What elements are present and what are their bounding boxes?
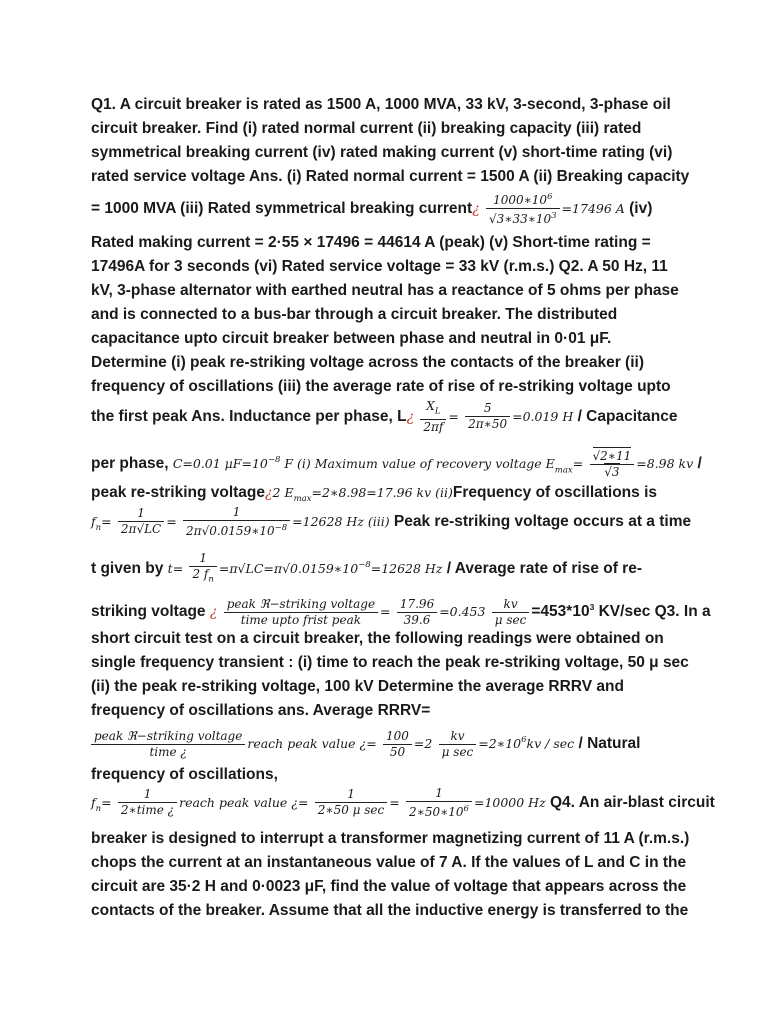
formula-fraction: $\frac{√2∗11}{√3}$ (590, 449, 635, 480)
text-line: capacitance upto circuit breaker between phase and neutral in 0·01 μF. (91, 330, 612, 347)
text-line: t given by t= $\frac{1}{2 f_n}$ $=\pi√LC=\pi√0.0159∗10^{-8}=12628$ Hz / Average rate of rise of re- (91, 545, 642, 589)
formula-fraction: $\frac{1}{2\pi√0.0159∗10^{-8}}$ (183, 505, 290, 539)
text-line: contacts of the breaker. Assume that all the inductive energy is transferred to the (91, 902, 689, 919)
text-line: $\frac{\text{peak ℜ−striking voltage}}{\text{time ¿}}$ reach peak value ¿= $\frac{100}{50}$ =2 $\frac{kv}{\text{μ sec}}$ $=2∗10^6kv / \sec$ / Natural (91, 720, 640, 764)
formula-fraction: $\frac{5}{2\pi∗50}$ (465, 401, 510, 432)
text-line: 17496A for 3 seconds (vi) Rated service voltage = 33 kV (r.m.s.) Q2. A 50 Hz, 11 (91, 258, 668, 275)
text-line: frequency of oscillations, (91, 766, 278, 783)
formula-fraction: $\frac{100}{50}$ (383, 729, 412, 760)
text-line: single frequency transient : (i) time to reach the peak re-striking voltage, 50 μ sec (91, 654, 689, 671)
text-line: striking voltage ¿ $\frac{\text{peak ℜ−striking voltage}}{\text{time upto frist peak}}$ = $\frac{17.96}{39.6}$ =0.453 $\frac{kv}{\text{μ sec}}$ $=453*10^3$ KV/sec Q3. In a (91, 596, 711, 627)
text-line: circuit are 35·2 H and 0·0023 μF, find the value of voltage that appears across the (91, 878, 687, 895)
text-line: Rated making current = 2·55 × 17496 = 44614 A (peak) (v) Short-time rating = (91, 234, 651, 251)
text-line: (ii) the peak re-striking voltage, 100 kV Determine the average RRRV and (91, 678, 624, 695)
formula-fraction: $\frac{1}{\text{2∗time ¿}}$ (118, 787, 177, 818)
text-line: frequency of oscillations (iii) the average rate of rise of re-striking voltage upto (91, 378, 671, 395)
answer-label: Ans. (248, 168, 283, 185)
formula-fraction: $\frac{1}{2\pi√LC}$ (118, 506, 164, 537)
answer-label: Ans. (191, 408, 225, 425)
text-line: = 1000 MVA (iii) Rated symmetrical breaking current¿ $\frac{1000∗10^6}{√3∗33∗10^3}$ =17496 A (iv) (91, 192, 653, 227)
formula-fraction: $\frac{1}{\text{2∗50 μ sec}}$ (315, 787, 387, 818)
formula-fraction: $\frac{kv}{\text{μ sec}}$ (492, 597, 530, 628)
text-line: circuit breaker. Find (i) rated normal current (ii) breaking capacity (iii) rated (91, 120, 642, 137)
text-line: short circuit test on a circuit breaker, the following readings were obtained on (91, 630, 664, 647)
formula-fraction: $\frac{1000∗10^6}{√3∗33∗10^3}$ (486, 190, 560, 227)
formula-fraction: $\frac{kv}{\text{μ sec}}$ (439, 729, 477, 760)
answer-label: ans (277, 702, 305, 719)
formula-fraction: $\frac{1}{2∗50∗10^6}$ (406, 786, 472, 820)
formula-fraction: $\frac{X_L}{2\pi f}$ (420, 399, 446, 435)
text-line: Q1. A circuit breaker is rated as 1500 A, 1000 MVA, 33 kV, 3-second, 3-phase oil (91, 96, 671, 113)
text-line: kV, 3-phase alternator with earthed neutral has a reactance of 5 ohms per phase (91, 282, 679, 299)
text-line: the first peak Ans. Inductance per phase, L¿ $\frac{X_L}{2\pi f}$ = $\frac{5}{2\pi∗50}$ =0.019 H / Capacitance (91, 398, 678, 435)
text-line: per phase, C=0.01 $\mu F=10^{-8}$ F (i) Maximum value of recovery voltage $E_{max}=$ $\frac{√2∗11}{√3}$ =8.98 kv / (91, 448, 702, 479)
text-line: $f_n=$ $\frac{1}{\text{2∗time ¿}}$ reach peak value ¿= $\frac{1}{\text{2∗50 μ sec}}$ = $\frac{1}{2∗50∗10^6}$ =10000 Hz Q4. An air-blast circuit (91, 785, 715, 819)
text-line: chops the current at an instantaneous value of 7 A. If the values of L and C in the (91, 854, 687, 871)
formula-fraction: $\frac{1}{2 f_n}$ (189, 551, 216, 587)
formula-fraction: $\frac{\text{peak ℜ−striking voltage}}{\text{time ¿}}$ (91, 729, 245, 760)
text-line: rated service voltage Ans. (i) Rated normal current = 1500 A (ii) Breaking capacity (91, 168, 690, 185)
text-line: and is connected to a bus-bar through a circuit breaker. The distributed (91, 306, 618, 323)
text-line: $f_n=$ $\frac{1}{2\pi√LC}$ = $\frac{1}{2\pi√0.0159∗10^{-8}}$ =12628 Hz (iii) Peak re-striking voltage occurs at a time (91, 504, 692, 538)
text-line: breaker is designed to interrupt a transformer magnetizing current of 11 A (r.m.s.) (91, 830, 690, 847)
formula-fraction: $\frac{\text{peak ℜ−striking voltage}}{\text{time upto frist peak}}$ (224, 597, 378, 628)
text-line: frequency of oscillations ans. Average RRRV= (91, 702, 431, 719)
formula-fraction: $\frac{17.96}{39.6}$ (397, 597, 437, 628)
text-line: Determine (i) peak re-striking voltage across the contacts of the breaker (ii) (91, 354, 644, 371)
text-line: symmetrical breaking current (iv) rated making current (v) short-time rating (vi) (91, 144, 673, 161)
text-line: peak re-striking voltage¿2 $E_{max}=2∗8.98=17.96$ kv (ii)Frequency of oscillations is (91, 484, 658, 505)
